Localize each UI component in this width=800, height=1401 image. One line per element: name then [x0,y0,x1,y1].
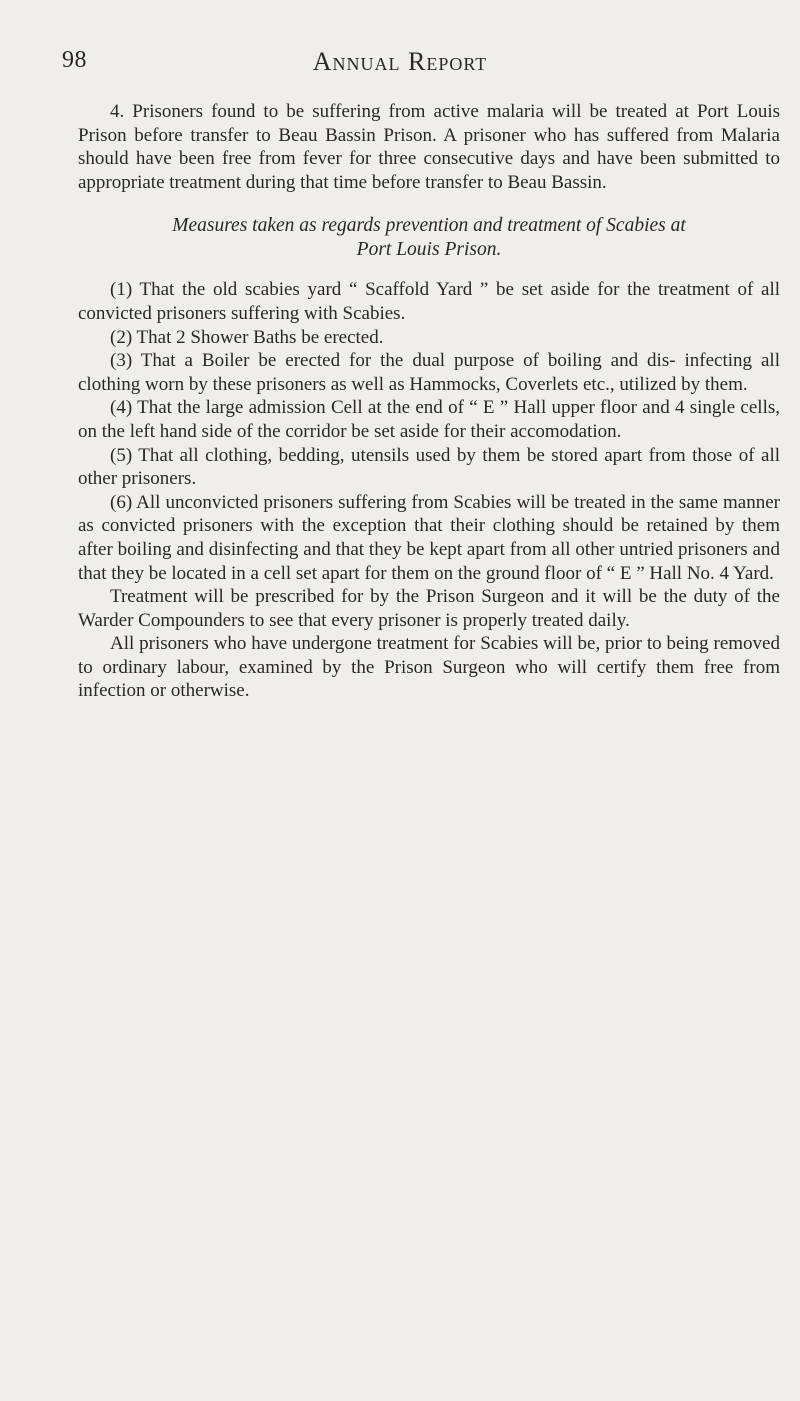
measure-paragraph-6: (6) All unconvicted prisoners suffering from Scabies will be treated in the same manner as convicted prisoners with the exception that their clothing should be retained by them after boiling and disinfecting and that they be kept apart from all other untried prisoners and that they be located in a cell set apart for them on the ground floor of “ E ” Hall No. 4 Yard. [78,491,780,584]
measure-paragraph-4: (4) That the large admission Cell at the end of “ E ” Hall upper floor and 4 single cells, on the left hand side of the corridor be set aside for their accomodation. [78,397,780,442]
body-text [78,100,780,703]
section-heading-line-1: Measures taken as regards prevention and treatment of Scabies at [172,215,686,237]
page-number: 98 [62,47,87,73]
page-header [62,47,738,87]
section-heading-line-2: Port Louis Prison. [356,239,502,261]
malaria-paragraph: 4. Prisoners found to be suffering from active malaria will be treated at Port Louis Prison before transfer to Beau Bassin Prison. A prisoner who has suffered from Malaria should have been free from fever for three consecutive days and have been submitted to appropriate treatment during that time before transfer to Beau Bassin. [78,101,780,193]
examination-paragraph: All prisoners who have undergone treatment for Scabies will be, prior to being removed to ordinary labour, examined by the Prison Surgeon who will certify them free from infection or otherwise. [78,633,780,702]
measure-paragraph-3: (3) That a Boiler be erected for the dual purpose of boiling and dis- infecting all clothing worn by these prisoners as well as Hammocks, Coverlets etc., utilized by them. [78,350,780,395]
section-heading [78,214,780,262]
measure-paragraph-2: (2) That 2 Shower Baths be erected. [110,326,384,348]
treatment-paragraph: Treatment will be prescribed for by the Prison Surgeon and it will be the duty of the Warder Compounders to see that every prisoner is properly treated daily. [78,586,780,631]
measure-paragraph-1: (1) That the old scabies yard “ Scaffold Yard ” be set aside for the treatment of all convicted prisoners suffering with Scabies. [78,279,780,324]
running-title: Annual Report [312,47,488,76]
measure-paragraph-5: (5) That all clothing, bedding, utensils used by them be stored apart from those of all other prisoners. [78,444,780,490]
